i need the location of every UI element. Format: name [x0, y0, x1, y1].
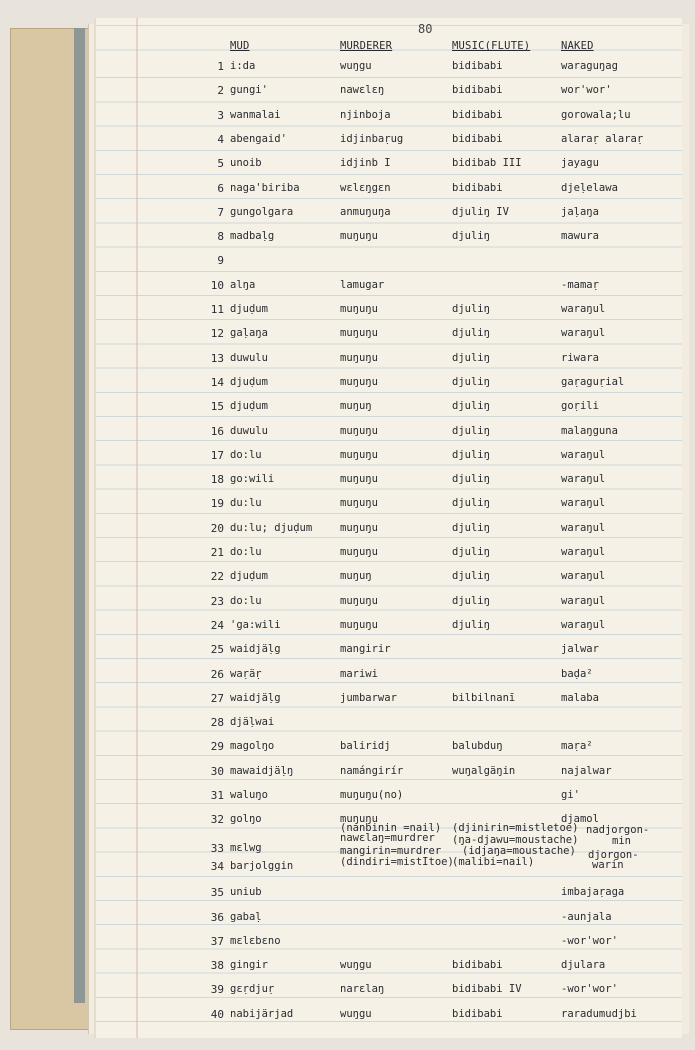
row-number: 11	[210, 303, 224, 316]
table-row	[0, 935, 695, 959]
row-number: 14	[210, 375, 224, 389]
row-number: 17	[210, 448, 224, 462]
cell-mud: mawaidjäḷŋ	[230, 764, 294, 777]
row-number: 38	[210, 959, 224, 973]
row-number: 39	[210, 983, 224, 997]
row-number: 31	[210, 789, 224, 802]
cell-mud: waṛäṛ	[230, 667, 262, 680]
cell-murderer: lamugar	[340, 278, 385, 291]
cell-murderer: muŋuŋu	[340, 473, 378, 486]
row-number: 27	[210, 691, 224, 705]
table-row	[0, 400, 695, 424]
cell-music: djuliŋ	[452, 546, 490, 558]
table-row	[0, 716, 695, 740]
cell-murderer: muŋuŋu	[340, 594, 378, 607]
table-row	[0, 619, 695, 643]
cell-mud: gungolgara	[230, 205, 294, 218]
row-number: 20	[210, 521, 224, 535]
cell-murderer: muŋuŋu	[340, 327, 378, 340]
cell-naked: -wor'wor'	[561, 934, 618, 947]
cell-naked: gorowala;lu	[561, 108, 631, 121]
cell-mud: magolŋo	[230, 740, 275, 753]
row-number: 8	[217, 230, 224, 244]
cell-naked: riwara	[561, 351, 599, 364]
cell-mud: abengaid'	[230, 132, 287, 145]
cell-music: bidibabi	[452, 60, 503, 72]
header-naked: NAKED	[561, 40, 594, 52]
cell-naked: waraŋul	[561, 570, 606, 583]
cell-music: balubduŋ	[452, 740, 503, 753]
table-row	[0, 352, 695, 376]
cell-murderer: mangirir	[340, 643, 391, 656]
cell-murderer: wɛlɛŋgɛn	[340, 181, 391, 194]
cell-mud: unoib	[230, 157, 262, 170]
note-murderer-2: nawɛlaŋ=murdrer	[340, 832, 435, 844]
row-number: 21	[210, 546, 224, 559]
row-number: 10	[210, 278, 224, 292]
table-row	[0, 303, 695, 327]
cell-murderer: wuŋgu	[340, 1007, 372, 1020]
table-row	[0, 959, 695, 983]
cell-music: djuliŋ	[452, 448, 490, 461]
table-row	[0, 522, 695, 546]
cell-mud: djuḍum	[230, 375, 268, 388]
row-number: 26	[210, 667, 224, 681]
cell-music: wuŋalgäŋin	[452, 764, 516, 777]
cell-naked: waraŋul	[561, 618, 606, 631]
table-row	[0, 133, 695, 157]
cell-mud: djuḍum	[230, 570, 268, 583]
cell-mud: waidjäḷg	[230, 643, 281, 656]
cell-naked: djamol	[561, 813, 599, 826]
row-number: 16	[210, 424, 224, 438]
cell-mud: mɛlwg	[230, 841, 262, 854]
cell-murderer: narɛlaŋ	[340, 983, 385, 996]
cell-music: bidibabi	[452, 959, 503, 972]
cell-music: djuliŋ	[452, 618, 490, 631]
cell-mud: djuḍum	[230, 400, 268, 413]
cell-murderer: idjinbaṛug	[340, 132, 404, 145]
cell-mud: go:wili	[230, 473, 275, 486]
note-murderer-4: (dindiri=mistItoe)	[340, 856, 454, 868]
cell-naked: gaṛaguṛial	[561, 375, 625, 388]
cell-mud: du:lu; djuḍum	[230, 521, 313, 534]
cell-music: djuliŋ	[452, 521, 490, 534]
cell-naked: waraŋul	[561, 327, 606, 340]
cell-murderer: muŋuŋu	[340, 448, 378, 461]
table-row	[0, 182, 695, 206]
cell-mud: barjolggin	[230, 859, 294, 872]
cell-murderer: idjinb I	[340, 157, 391, 170]
cell-naked: waraŋul	[561, 303, 606, 315]
header-music: MUSIC(FLUTE)	[452, 40, 531, 52]
cell-naked: djulara	[561, 959, 606, 972]
cell-mud: du:lu	[230, 497, 262, 510]
table-row	[0, 449, 695, 473]
row-number: 29	[210, 740, 224, 754]
cell-music: djuliŋ	[452, 327, 490, 340]
cell-mud: mɛlɛbɛno	[230, 934, 281, 947]
cell-music: djuliŋ	[452, 594, 490, 607]
header-murderer: MURDERER	[340, 40, 393, 52]
cell-music: bidibabi	[452, 132, 503, 145]
note-naked-3: djorgon-	[588, 849, 639, 861]
cell-music: djuliŋ	[452, 570, 490, 583]
row-number: 7	[217, 205, 224, 219]
cell-naked: malaba	[561, 691, 599, 704]
cell-mud: i:da	[230, 60, 256, 72]
cell-mud: golŋo	[230, 813, 262, 826]
cell-mud: waluŋo	[230, 789, 268, 801]
cell-murderer: mariwi	[340, 667, 378, 680]
cell-mud: djuḍum	[230, 303, 268, 315]
table-row	[0, 692, 695, 716]
table-row	[0, 157, 695, 181]
cell-murderer: wuŋgu	[340, 959, 372, 972]
table-row	[0, 740, 695, 764]
cell-music: bidibabi	[452, 84, 503, 97]
cell-mud: madbaḷg	[230, 230, 275, 243]
note-murderer-1: (nanbinin =nail)	[340, 822, 442, 834]
cell-murderer: namángirír	[340, 764, 404, 777]
note-naked-4: warin	[592, 859, 624, 871]
row-number: 19	[210, 497, 224, 511]
cell-murderer: muŋuŋu	[340, 230, 378, 243]
cell-naked: djeḷelawa	[561, 181, 618, 194]
cell-naked: -aunjala	[561, 910, 612, 923]
note-music-2: (ŋa-djawu=moustache)	[452, 834, 579, 846]
cell-music: bidibabi	[452, 1007, 503, 1020]
note-music-4: (malibi=nail)	[452, 856, 535, 868]
cell-music: bidibabi IV	[452, 983, 522, 996]
table-row	[0, 376, 695, 400]
row-number: 2	[217, 84, 224, 98]
row-number: 5	[217, 157, 224, 171]
cell-naked: waraŋul	[561, 448, 606, 461]
cell-naked: goṛili	[561, 400, 599, 413]
cell-murderer: muŋuŋu	[340, 497, 378, 510]
cell-mud: gingir	[230, 959, 268, 972]
table-row	[0, 643, 695, 667]
cell-mud: do:lu	[230, 594, 262, 607]
table-row	[0, 60, 695, 84]
cell-mud: gabaḷ	[230, 910, 262, 923]
table-row	[0, 983, 695, 1007]
note-murderer-3: mangirin=murdrer	[340, 845, 442, 857]
row-number: 13	[210, 351, 224, 365]
cell-naked: malaŋguna	[561, 424, 618, 437]
cell-naked: jayagu	[561, 157, 599, 170]
cell-naked: imbajaṛaga	[561, 886, 625, 899]
cell-music: djuliŋ	[452, 497, 490, 510]
header-mud: MUD	[230, 40, 250, 52]
row-number: 35	[210, 886, 224, 900]
row-number: 9	[217, 254, 224, 268]
cell-murderer: muŋuŋu	[340, 424, 378, 437]
table-row	[0, 206, 695, 230]
cell-murderer: muŋuŋ	[340, 400, 372, 413]
cell-mud: waidjäḷg	[230, 691, 281, 704]
cell-naked: baḍa²	[561, 667, 593, 680]
table-row	[0, 911, 695, 935]
cell-mud: gɛṛdjuṛ	[230, 983, 275, 996]
cell-music: bidibabi	[452, 108, 503, 121]
cell-murderer: muŋuŋ	[340, 570, 372, 583]
row-number: 23	[210, 594, 224, 608]
cell-mud: gaḷaŋa	[230, 327, 268, 340]
cell-music: bilbilnanī	[452, 691, 516, 704]
table-row	[0, 254, 695, 278]
table-row	[0, 765, 695, 789]
row-number: 40	[210, 1007, 224, 1021]
cell-naked: waraguŋag	[561, 60, 618, 72]
cell-murderer: muŋuŋu	[340, 813, 378, 826]
cell-mud: djäḷwai	[230, 716, 275, 729]
cell-naked: jalwar	[561, 643, 599, 656]
table-row	[0, 546, 695, 570]
row-number: 30	[210, 764, 224, 778]
row-number: 1	[217, 60, 224, 73]
note-music-1: (djinirin=mistletoe)	[452, 822, 579, 834]
cell-mud: do:lu	[230, 448, 262, 461]
cell-naked: raradumudjbi	[561, 1007, 637, 1020]
row-number: 3	[217, 108, 224, 122]
cell-music: djuliŋ	[452, 351, 490, 364]
cell-music: djuliŋ	[452, 375, 490, 388]
cell-mud: duwulu	[230, 351, 268, 364]
cell-music: djuliŋ	[452, 473, 490, 486]
row-number: 34	[210, 859, 224, 873]
cell-murderer: muŋuŋu	[340, 618, 378, 631]
row-number: 22	[210, 570, 224, 584]
cell-naked: jaḷaŋa	[561, 205, 599, 218]
table-row	[0, 473, 695, 497]
cell-naked: maṛa²	[561, 740, 593, 753]
cell-murderer: jumbarwar	[340, 691, 397, 704]
table-row	[0, 1008, 695, 1032]
table-row	[0, 425, 695, 449]
cell-murderer: muŋuŋu	[340, 351, 378, 364]
table-row	[0, 595, 695, 619]
cell-naked: waraŋul	[561, 546, 606, 558]
cell-music: djuliŋ	[452, 400, 490, 413]
cell-naked: waraŋul	[561, 594, 606, 607]
cell-mud: wanmalai	[230, 108, 281, 121]
cell-music: djuliŋ IV	[452, 205, 509, 218]
row-number: 36	[210, 910, 224, 924]
note-naked-2: min	[612, 835, 631, 847]
cell-murderer: muŋuŋu(no)	[340, 789, 404, 801]
cell-naked: waraŋul	[561, 473, 606, 486]
cell-murderer: muŋuŋu	[340, 546, 378, 558]
row-number: 4	[217, 132, 224, 146]
cell-naked: najalwar	[561, 764, 612, 777]
table-row	[0, 230, 695, 254]
cell-naked: alaraṛ alaraṛ	[561, 132, 644, 145]
cell-naked: waraŋul	[561, 521, 606, 534]
row-number: 25	[210, 643, 224, 657]
row-number: 18	[210, 473, 224, 487]
cell-naked: wor'wor'	[561, 84, 612, 97]
cell-mud: nabijärjad	[230, 1007, 294, 1020]
cell-naked: mawura	[561, 230, 599, 243]
table-row	[0, 668, 695, 692]
table-row	[0, 789, 695, 813]
cell-murderer: nawɛlɛŋ	[340, 84, 385, 97]
cell-murderer: muŋuŋu	[340, 375, 378, 388]
cell-murderer: anmuŋuŋa	[340, 205, 391, 218]
cell-music: djuliŋ	[452, 230, 490, 243]
row-number: 33	[210, 841, 224, 855]
cell-naked: -mamaṛ	[561, 278, 599, 291]
cell-music: djuliŋ	[452, 303, 490, 315]
cell-murderer: wuŋgu	[340, 60, 372, 72]
table-row	[0, 327, 695, 351]
cell-murderer: muŋuŋu	[340, 303, 378, 315]
cell-music: bidibabi	[452, 181, 503, 194]
row-number: 6	[217, 181, 224, 195]
table-row	[0, 84, 695, 108]
cell-mud: 'ga:wili	[230, 618, 281, 631]
cell-mud: alŋa	[230, 278, 256, 291]
cell-mud: do:lu	[230, 546, 262, 558]
cell-mud: uniub	[230, 886, 262, 899]
cell-murderer: njinboja	[340, 108, 391, 121]
cell-naked: -wor'wor'	[561, 983, 618, 996]
row-number: 24	[210, 618, 224, 632]
cell-naked: waraŋul	[561, 497, 606, 510]
row-number: 12	[210, 327, 224, 341]
table-row	[0, 570, 695, 594]
row-number: 28	[210, 716, 224, 730]
table-row	[0, 886, 695, 910]
cell-murderer: muŋuŋu	[340, 521, 378, 534]
table-row	[0, 497, 695, 521]
cell-mud: naga'biriba	[230, 181, 300, 194]
cell-mud: gungi'	[230, 84, 268, 97]
cell-music: djuliŋ	[452, 424, 490, 437]
table-row	[0, 109, 695, 133]
row-number: 37	[210, 934, 224, 948]
note-music-3: (idjaŋa=moustache)	[462, 845, 576, 857]
row-number: 32	[210, 813, 224, 827]
row-number: 15	[210, 400, 224, 414]
cell-murderer: baliridj	[340, 740, 391, 753]
note-naked-1: nadjorgon-	[586, 824, 650, 836]
table-row	[0, 279, 695, 303]
page-number: 80	[418, 22, 433, 36]
cell-music: bidibab III	[452, 157, 522, 170]
cell-mud: duwulu	[230, 424, 268, 437]
cell-naked: gi'	[561, 789, 580, 801]
